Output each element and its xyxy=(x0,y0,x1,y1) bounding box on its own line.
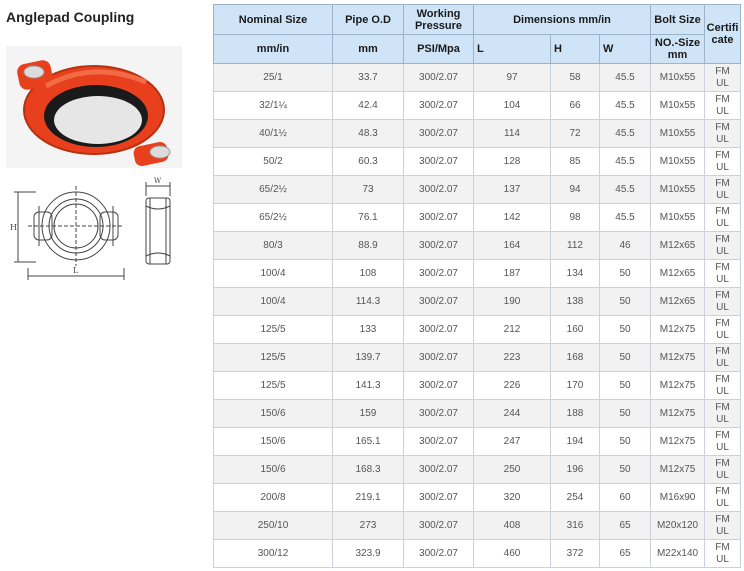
cell-od: 42.4 xyxy=(333,92,404,120)
header-dimensions: Dimensions mm/in xyxy=(474,5,651,35)
cell-cert xyxy=(705,456,741,484)
table-row xyxy=(214,484,741,512)
table-row xyxy=(214,204,741,232)
cert-badge: FM xyxy=(715,401,730,413)
table-row xyxy=(214,428,741,456)
cell-l: 460 xyxy=(474,540,551,568)
cell-od: 165.1 xyxy=(333,428,404,456)
cell-h: 254 xyxy=(551,484,600,512)
cell-h: 58 xyxy=(551,64,600,92)
cert-badge: FM xyxy=(715,513,730,525)
cell-pressure: 300/2.07 xyxy=(404,344,474,372)
cell-h: 160 xyxy=(551,316,600,344)
cell-od: 159 xyxy=(333,400,404,428)
cert-badge: UL xyxy=(716,161,729,173)
cell-od: 48.3 xyxy=(333,120,404,148)
cell-nominal: 150/6 xyxy=(214,428,333,456)
cell-h: 72 xyxy=(551,120,600,148)
unit-dim-h: H xyxy=(551,35,600,64)
cell-w: 45.5 xyxy=(600,148,651,176)
cell-nominal: 65/2½ xyxy=(214,176,333,204)
cell-nominal: 100/4 xyxy=(214,288,333,316)
cell-od: 323.9 xyxy=(333,540,404,568)
cell-nominal: 200/8 xyxy=(214,484,333,512)
cell-cert xyxy=(705,512,741,540)
cell-od: 168.3 xyxy=(333,456,404,484)
cell-bolt: M12x75 xyxy=(651,400,705,428)
cell-l: 408 xyxy=(474,512,551,540)
cell-w: 50 xyxy=(600,372,651,400)
cert-badge: FM xyxy=(715,149,730,161)
cell-nominal: 25/1 xyxy=(214,64,333,92)
cell-bolt: M10x55 xyxy=(651,148,705,176)
product-photo xyxy=(6,46,182,168)
cell-cert xyxy=(705,176,741,204)
cert-badge: FM xyxy=(715,93,730,105)
cell-h: 316 xyxy=(551,512,600,540)
cell-cert xyxy=(705,484,741,512)
cert-badge: FM xyxy=(715,457,730,469)
cell-w: 50 xyxy=(600,428,651,456)
cell-bolt: M10x55 xyxy=(651,120,705,148)
width-label: W xyxy=(154,177,162,185)
cell-nominal: 32/1¼ xyxy=(214,92,333,120)
cell-cert xyxy=(705,64,741,92)
cell-nominal: 100/4 xyxy=(214,260,333,288)
cert-badge: FM xyxy=(715,289,730,301)
table-row xyxy=(214,64,741,92)
table-row xyxy=(214,120,741,148)
cert-badge: FM xyxy=(715,233,730,245)
cell-pressure: 300/2.07 xyxy=(404,484,474,512)
cell-bolt: M20x120 xyxy=(651,512,705,540)
cell-w: 50 xyxy=(600,344,651,372)
cell-nominal: 125/5 xyxy=(214,372,333,400)
cell-cert xyxy=(705,204,741,232)
unit-dim-w: W xyxy=(600,35,651,64)
cell-od: 219.1 xyxy=(333,484,404,512)
table-row xyxy=(214,512,741,540)
cert-badge: UL xyxy=(716,189,729,201)
cert-badge: UL xyxy=(716,441,729,453)
cell-l: 104 xyxy=(474,92,551,120)
cell-od: 133 xyxy=(333,316,404,344)
cell-cert xyxy=(705,316,741,344)
cell-od: 33.7 xyxy=(333,64,404,92)
coupling-photo-image xyxy=(6,46,182,168)
cell-l: 137 xyxy=(474,176,551,204)
cell-h: 98 xyxy=(551,204,600,232)
header-pipe-od: Pipe O.D xyxy=(333,5,404,35)
cell-w: 46 xyxy=(600,232,651,260)
table-row xyxy=(214,540,741,568)
unit-pressure: PSI/Mpa xyxy=(404,35,474,64)
cert-badge: FM xyxy=(715,429,730,441)
table-row xyxy=(214,288,741,316)
unit-pipe: mm xyxy=(333,35,404,64)
header-working-pressure: Working Pressure xyxy=(404,5,474,35)
cell-od: 88.9 xyxy=(333,232,404,260)
cell-pressure: 300/2.07 xyxy=(404,232,474,260)
table-row xyxy=(214,372,741,400)
cell-pressure: 300/2.07 xyxy=(404,260,474,288)
cell-l: 190 xyxy=(474,288,551,316)
cell-bolt: M12x65 xyxy=(651,288,705,316)
cell-h: 138 xyxy=(551,288,600,316)
cell-od: 141.3 xyxy=(333,372,404,400)
cell-w: 60 xyxy=(600,484,651,512)
cell-bolt: M10x55 xyxy=(651,176,705,204)
cell-pressure: 300/2.07 xyxy=(404,372,474,400)
cell-l: 164 xyxy=(474,232,551,260)
cell-pressure: 300/2.07 xyxy=(404,316,474,344)
cert-badge: FM xyxy=(715,261,730,273)
cell-pressure: 300/2.07 xyxy=(404,428,474,456)
cell-w: 45.5 xyxy=(600,92,651,120)
cell-bolt: M12x65 xyxy=(651,232,705,260)
cert-badge: UL xyxy=(716,497,729,509)
cell-nominal: 150/6 xyxy=(214,456,333,484)
table-row xyxy=(214,92,741,120)
table-row xyxy=(214,232,741,260)
cell-bolt: M16x90 xyxy=(651,484,705,512)
cell-h: 168 xyxy=(551,344,600,372)
technical-drawing xyxy=(6,176,182,288)
table-row xyxy=(214,260,741,288)
cert-badge: UL xyxy=(716,525,729,537)
cell-l: 250 xyxy=(474,456,551,484)
cell-od: 139.7 xyxy=(333,344,404,372)
cell-od: 273 xyxy=(333,512,404,540)
cell-nominal: 250/10 xyxy=(214,512,333,540)
cell-w: 50 xyxy=(600,288,651,316)
cell-h: 112 xyxy=(551,232,600,260)
table-row xyxy=(214,148,741,176)
cert-badge: UL xyxy=(716,357,729,369)
unit-row xyxy=(214,35,741,64)
cert-badge: UL xyxy=(716,553,729,565)
cell-pressure: 300/2.07 xyxy=(404,64,474,92)
coupling-dimension-drawing xyxy=(6,176,182,288)
cell-h: 94 xyxy=(551,176,600,204)
header-certificate: Certifi cate xyxy=(705,5,741,64)
cell-w: 50 xyxy=(600,456,651,484)
unit-nominal: mm/in xyxy=(214,35,333,64)
cell-cert xyxy=(705,344,741,372)
cell-w: 50 xyxy=(600,316,651,344)
cell-bolt: M12x75 xyxy=(651,344,705,372)
cert-badge: UL xyxy=(716,105,729,117)
cell-w: 50 xyxy=(600,400,651,428)
header-nominal-size: Nominal Size xyxy=(214,5,333,35)
cell-pressure: 300/2.07 xyxy=(404,92,474,120)
cell-od: 76.1 xyxy=(333,204,404,232)
cell-l: 223 xyxy=(474,344,551,372)
unit-bolt: NO.-Size mm xyxy=(651,35,705,64)
cell-w: 45.5 xyxy=(600,64,651,92)
spec-table xyxy=(213,4,741,568)
cell-w: 65 xyxy=(600,540,651,568)
cell-cert xyxy=(705,428,741,456)
cell-l: 212 xyxy=(474,316,551,344)
cert-badge: FM xyxy=(715,65,730,77)
cell-cert xyxy=(705,372,741,400)
cell-nominal: 125/5 xyxy=(214,316,333,344)
cert-badge: UL xyxy=(716,245,729,257)
cell-nominal: 50/2 xyxy=(214,148,333,176)
cell-cert xyxy=(705,232,741,260)
cell-h: 66 xyxy=(551,92,600,120)
cell-od: 73 xyxy=(333,176,404,204)
cell-pressure: 300/2.07 xyxy=(404,148,474,176)
table-row xyxy=(214,316,741,344)
cell-bolt: M12x75 xyxy=(651,372,705,400)
cert-badge: FM xyxy=(715,317,730,329)
cell-l: 320 xyxy=(474,484,551,512)
cert-badge: UL xyxy=(716,217,729,229)
cell-l: 187 xyxy=(474,260,551,288)
cell-od: 60.3 xyxy=(333,148,404,176)
cert-badge: FM xyxy=(715,485,730,497)
header-bolt-size: Bolt Size xyxy=(651,5,705,35)
cell-l: 128 xyxy=(474,148,551,176)
cell-w: 45.5 xyxy=(600,176,651,204)
cert-badge: UL xyxy=(716,469,729,481)
cell-h: 170 xyxy=(551,372,600,400)
cell-od: 108 xyxy=(333,260,404,288)
cell-l: 142 xyxy=(474,204,551,232)
cell-pressure: 300/2.07 xyxy=(404,400,474,428)
cell-bolt: M12x75 xyxy=(651,456,705,484)
table-row xyxy=(214,176,741,204)
cell-pressure: 300/2.07 xyxy=(404,288,474,316)
cell-bolt: M12x65 xyxy=(651,260,705,288)
cert-badge: UL xyxy=(716,133,729,145)
cell-pressure: 300/2.07 xyxy=(404,120,474,148)
cell-h: 196 xyxy=(551,456,600,484)
cert-badge: UL xyxy=(716,413,729,425)
cert-badge: UL xyxy=(716,329,729,341)
cell-l: 97 xyxy=(474,64,551,92)
cell-w: 45.5 xyxy=(600,120,651,148)
cell-nominal: 80/3 xyxy=(214,232,333,260)
cell-cert xyxy=(705,260,741,288)
cell-od: 114.3 xyxy=(333,288,404,316)
header-row xyxy=(214,5,741,35)
cell-bolt: M10x55 xyxy=(651,92,705,120)
cert-badge: UL xyxy=(716,273,729,285)
table-row xyxy=(214,400,741,428)
cell-pressure: 300/2.07 xyxy=(404,540,474,568)
cell-h: 194 xyxy=(551,428,600,456)
cell-bolt: M12x75 xyxy=(651,428,705,456)
product-title: Anglepad Coupling xyxy=(6,9,135,25)
cell-nominal: 65/2½ xyxy=(214,204,333,232)
cell-w: 45.5 xyxy=(600,204,651,232)
cell-cert xyxy=(705,400,741,428)
cert-badge: FM xyxy=(715,541,730,553)
cell-l: 244 xyxy=(474,400,551,428)
cell-l: 114 xyxy=(474,120,551,148)
cell-pressure: 300/2.07 xyxy=(404,512,474,540)
cert-badge: FM xyxy=(715,205,730,217)
cell-bolt: M10x55 xyxy=(651,204,705,232)
cell-w: 65 xyxy=(600,512,651,540)
cert-badge: UL xyxy=(716,385,729,397)
cert-badge: UL xyxy=(716,77,729,89)
cell-bolt: M10x55 xyxy=(651,64,705,92)
cell-l: 226 xyxy=(474,372,551,400)
cell-cert xyxy=(705,288,741,316)
cell-cert xyxy=(705,148,741,176)
cell-h: 134 xyxy=(551,260,600,288)
cell-nominal: 125/5 xyxy=(214,344,333,372)
cell-l: 247 xyxy=(474,428,551,456)
cell-h: 372 xyxy=(551,540,600,568)
table-row xyxy=(214,456,741,484)
cell-bolt: M12x75 xyxy=(651,316,705,344)
table-row xyxy=(214,344,741,372)
cell-w: 50 xyxy=(600,260,651,288)
unit-dim-l: L xyxy=(474,35,551,64)
cell-nominal: 40/1½ xyxy=(214,120,333,148)
cell-pressure: 300/2.07 xyxy=(404,204,474,232)
cell-bolt: M22x140 xyxy=(651,540,705,568)
cert-badge: FM xyxy=(715,177,730,189)
cell-nominal: 300/12 xyxy=(214,540,333,568)
cell-cert xyxy=(705,92,741,120)
cert-badge: FM xyxy=(715,121,730,133)
cell-pressure: 300/2.07 xyxy=(404,456,474,484)
cell-pressure: 300/2.07 xyxy=(404,176,474,204)
height-label: H xyxy=(10,223,17,232)
length-label: L xyxy=(73,266,79,275)
cert-badge: FM xyxy=(715,373,730,385)
cell-h: 85 xyxy=(551,148,600,176)
cell-cert xyxy=(705,540,741,568)
cell-cert xyxy=(705,120,741,148)
cert-badge: FM xyxy=(715,345,730,357)
cell-h: 188 xyxy=(551,400,600,428)
cert-badge: UL xyxy=(716,301,729,313)
cell-nominal: 150/6 xyxy=(214,400,333,428)
